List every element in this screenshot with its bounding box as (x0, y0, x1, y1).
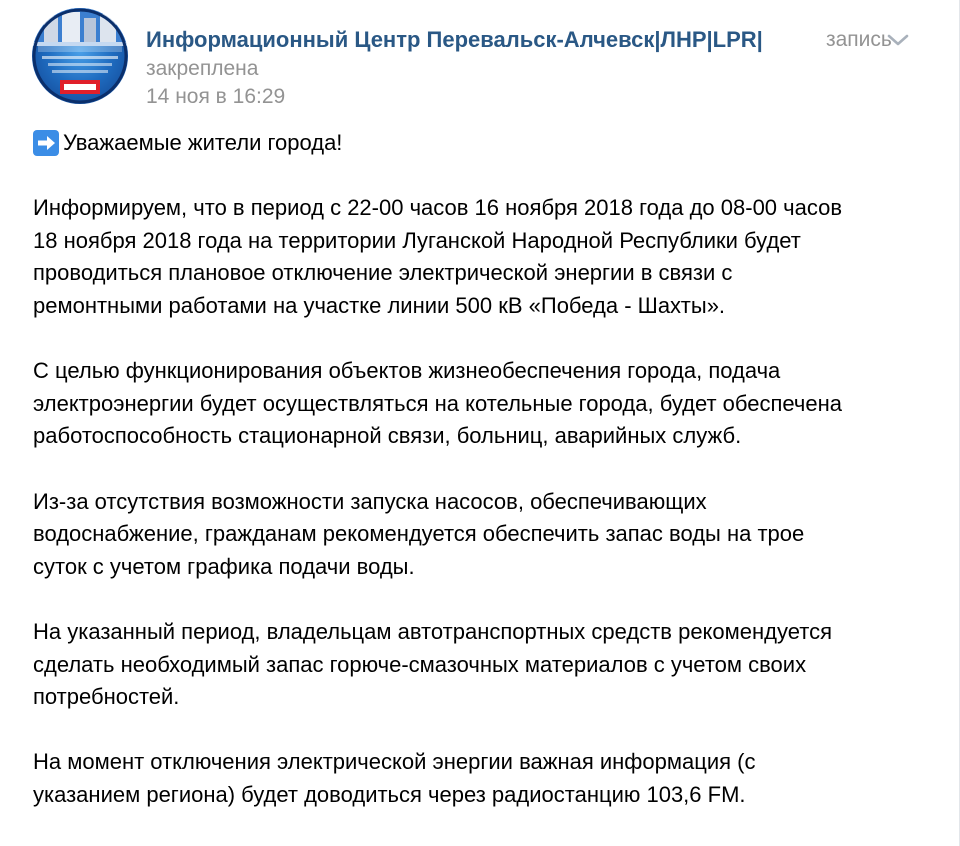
post-paragraph: Из-за отсутствия возможности запуска насосов, обеспечивающих водоснабжение, гражданам рекомендуется обеспечить запас воды на трое суток с учетом графика подачи воды. (33, 488, 805, 579)
post-date-link[interactable]: 14 ноя в 16:29 (146, 85, 286, 108)
greeting-text: Уважаемые жители города! (63, 130, 343, 155)
post-paragraph: На момент отключения электрической энергии важная информация (с указанием региона) будет доводиться через радиостанцию 103,6 FM. (33, 749, 756, 807)
chevron-down-icon[interactable] (886, 31, 910, 49)
avatar-logo-image (32, 8, 128, 104)
pinned-status-label: запись (826, 28, 892, 51)
post-text (33, 127, 938, 844)
post-paragraph: На указанный период, владельцам автотранспортных средств рекомендуется сделать необходимый запас горюче-смазочных материалов с учетом своих потребностей. (33, 618, 833, 710)
community-name-link[interactable]: Информационный Центр Перевальск-Алчевск|ЛНР|LPR| (146, 27, 763, 52)
right-arrow-emoji-icon (33, 130, 59, 156)
post-paragraph: Информируем, что в период с 22-00 часов 16 ноября 2018 года до 08-00 часов 18 ноября 2018 года на территории Луганской Народной Республики будет проводиться плановое отключение электрической энергии в связи с ремонтными работами на участке линии 500 кВ «Победа - Шахты». (33, 195, 843, 318)
post-paragraph-greeting (33, 127, 938, 160)
community-avatar[interactable] (32, 8, 128, 104)
pinned-status-label-cont: закреплена (146, 57, 259, 80)
post-paragraph: С целью функционирования объектов жизнеобеспечения города, подача электроэнергии будет осуществляться на котельные города, будет обеспечена работоспособность стационарной связи, больниц, аварийных служб. (33, 358, 842, 449)
